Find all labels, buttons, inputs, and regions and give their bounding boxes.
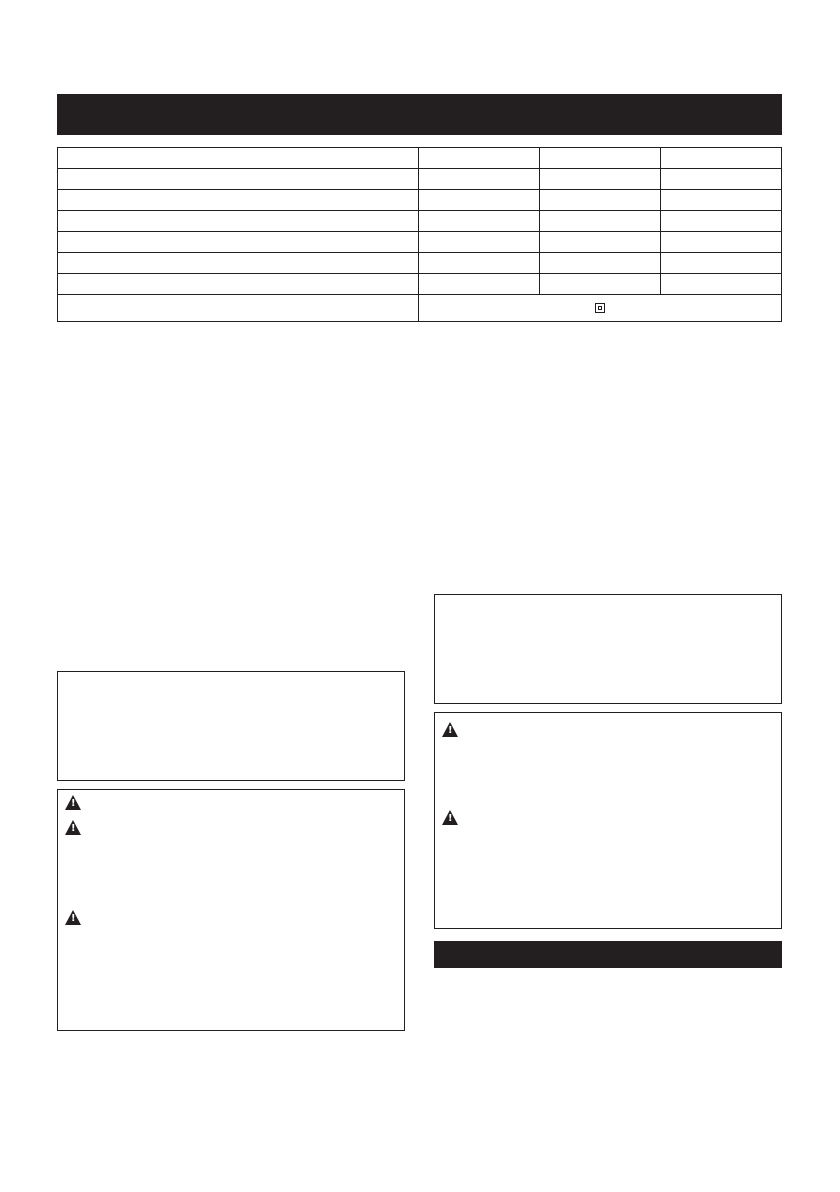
table-cell: [58, 211, 419, 232]
table-cell: [540, 232, 661, 253]
table-cell: [661, 148, 782, 169]
table-cell: [419, 211, 540, 232]
table-cell: [58, 148, 419, 169]
table-cell: [540, 169, 661, 190]
table-row: [58, 274, 782, 295]
table-cell: [540, 253, 661, 274]
table-cell: [661, 169, 782, 190]
table-cell: [419, 253, 540, 274]
table-cell: [58, 253, 419, 274]
table-cell: [58, 295, 419, 322]
table-cell: [540, 274, 661, 295]
table-cell: [661, 274, 782, 295]
warning-box-right: [434, 712, 782, 929]
table-cell: [661, 253, 782, 274]
table-cell: [419, 148, 540, 169]
table-row: [58, 232, 782, 253]
table-cell-merged: [419, 295, 782, 322]
table-cell: [661, 232, 782, 253]
table-cell: [58, 169, 419, 190]
table-row: [58, 211, 782, 232]
warning-triangle-icon: [65, 820, 81, 835]
specifications-table: [57, 147, 782, 322]
table-cell: [419, 169, 540, 190]
table-cell: [661, 190, 782, 211]
table-row: [58, 169, 782, 190]
warning-triangle-icon: [442, 810, 458, 825]
table-row: [58, 190, 782, 211]
table-cell: [419, 232, 540, 253]
warning-triangle-icon: [65, 795, 81, 810]
table-cell: [58, 232, 419, 253]
table-cell: [58, 190, 419, 211]
table-cell: [540, 211, 661, 232]
section-header-band: [57, 94, 782, 135]
table-cell: [661, 211, 782, 232]
table-row: [58, 253, 782, 274]
table-cell: [58, 274, 419, 295]
table-cell: [419, 274, 540, 295]
section-header-band-right: [434, 941, 782, 968]
table-cell: [540, 190, 661, 211]
warning-triangle-icon: [65, 910, 81, 925]
table-row: [58, 148, 782, 169]
warning-triangle-icon: [442, 722, 458, 737]
note-box-right: [434, 594, 782, 704]
note-box-left: [57, 671, 405, 781]
warning-box-left: [57, 789, 405, 1031]
table-cell: [540, 148, 661, 169]
table-row: [58, 295, 782, 322]
double-insulation-icon: [595, 303, 605, 313]
table-cell: [419, 190, 540, 211]
